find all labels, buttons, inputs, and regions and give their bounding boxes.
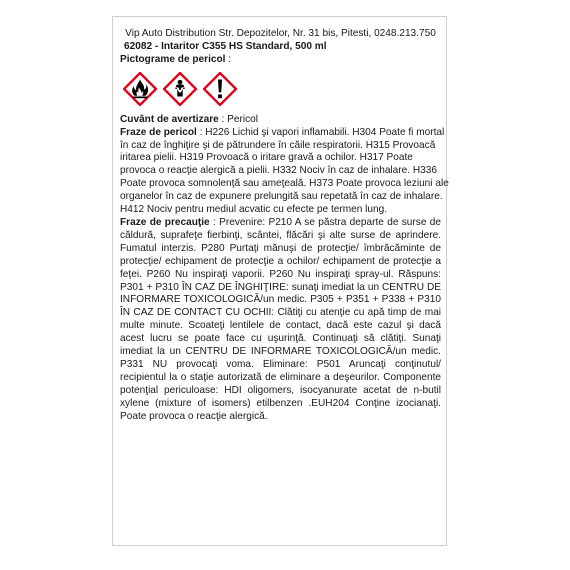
signal-word-value: : Pericol — [218, 113, 259, 125]
pictograms-suffix: : — [225, 53, 232, 65]
pictograms-heading — [120, 54, 441, 67]
supplier-line: Vip Auto Distribution Str. Depozitelor, Nr. 31 bis, Pitesti, 0248.213.750 — [125, 28, 436, 39]
hazard-line: H412 Nociv pentru mediul acvatic cu efecte pe termen lung. — [120, 204, 388, 216]
hazard-line: iritarea pielii. H319 Provoacă o iritare gravă a ochilor. H317 Poate — [120, 152, 413, 164]
product-line — [120, 41, 441, 54]
hazard-label: Fraze de pericol — [120, 126, 197, 138]
product-name: Intaritor C355 HS Standard, 500 ml — [161, 40, 327, 52]
exclamation-mark-icon — [203, 72, 237, 106]
hazard-line: organelor în caz de expunere prelungită sau repetată în caz de inhalare. — [120, 191, 443, 203]
product-separator: - — [152, 40, 162, 52]
hazard-line: Poate provoca somnolenţă sau ameţeală. H373 Poate provoca leziuni ale — [120, 178, 449, 190]
precautionary-statements — [120, 217, 441, 424]
signal-word — [120, 114, 441, 127]
precautionary-text: : Prevenire: P210 A se păstra departe de surse de căldură, suprafeţe fierbinţi, scântei, flăcări şi alte surse de aprindere. Fumatul interzis. P280 Purtaţi mănuşi de protecţie/ îmbrăcăminte de protecţie/ echipament de protecţie a ochilor/ echipament de protecţie a feţei. P260 Nu inspiraţi vaporii. P260 Nu inspiraţi spray-ul. Răspuns: P301 + P310 ÎN CAZ DE ÎNGHIŢIRE: sunaţi imediat la un CENTRU DE INFORMARE TOXICOLOGICĂ/un medic. P305 + P351 + P338 + P310 ÎN CAZ DE CONTACT CU OCHII: Clătiţi cu atenţie cu apă timp de mai multe minute. Scoateţi lentilele de contact, dacă este cazul şi dacă acest lucru se poate face cu uşurinţă. Continuaţi să clătiţi. Sunaţi imediat la un CENTRU DE INFORMARE TOXICOLOGICĂ/un medic. P331 NU provocaţi voma. Eliminare: P501 Aruncaţi conţinutul/ recipientul la o staţie autorizată de eliminare a deşeurilor. Componente potenţial periculoase: HDI oligomers, isocyanurate acetat de n-butil xylene (mixture of isomers) etilbenzen .EUH204 Conţine izocianaţi. Poate provoca o reacţie alergică. — [120, 216, 441, 422]
product-code: 62082 — [124, 40, 153, 52]
precautionary-label: Fraze de precauţie — [120, 216, 210, 228]
health-hazard-icon — [163, 72, 197, 106]
hazard-text: : H226 Lichid şi vapori inflamabili. H304 Poate fi mortal — [196, 126, 445, 138]
signal-word-label: Cuvânt de avertizare — [120, 113, 219, 125]
hazard-line — [120, 126, 445, 140]
pictograms-label: Pictograme de pericol — [120, 53, 226, 65]
hazard-line: în caz de înghiţire şi de pătrundere în căile respiratorii. H315 Provoacă — [120, 139, 436, 151]
pictogram-row — [123, 70, 441, 108]
hazard-line: provoca o reacţie alergică a pielii. H332 Nociv în caz de inhalare. H336 — [120, 165, 438, 177]
hazard-label — [112, 16, 447, 546]
hazard-statements — [120, 126, 449, 217]
flame-icon — [123, 72, 157, 106]
